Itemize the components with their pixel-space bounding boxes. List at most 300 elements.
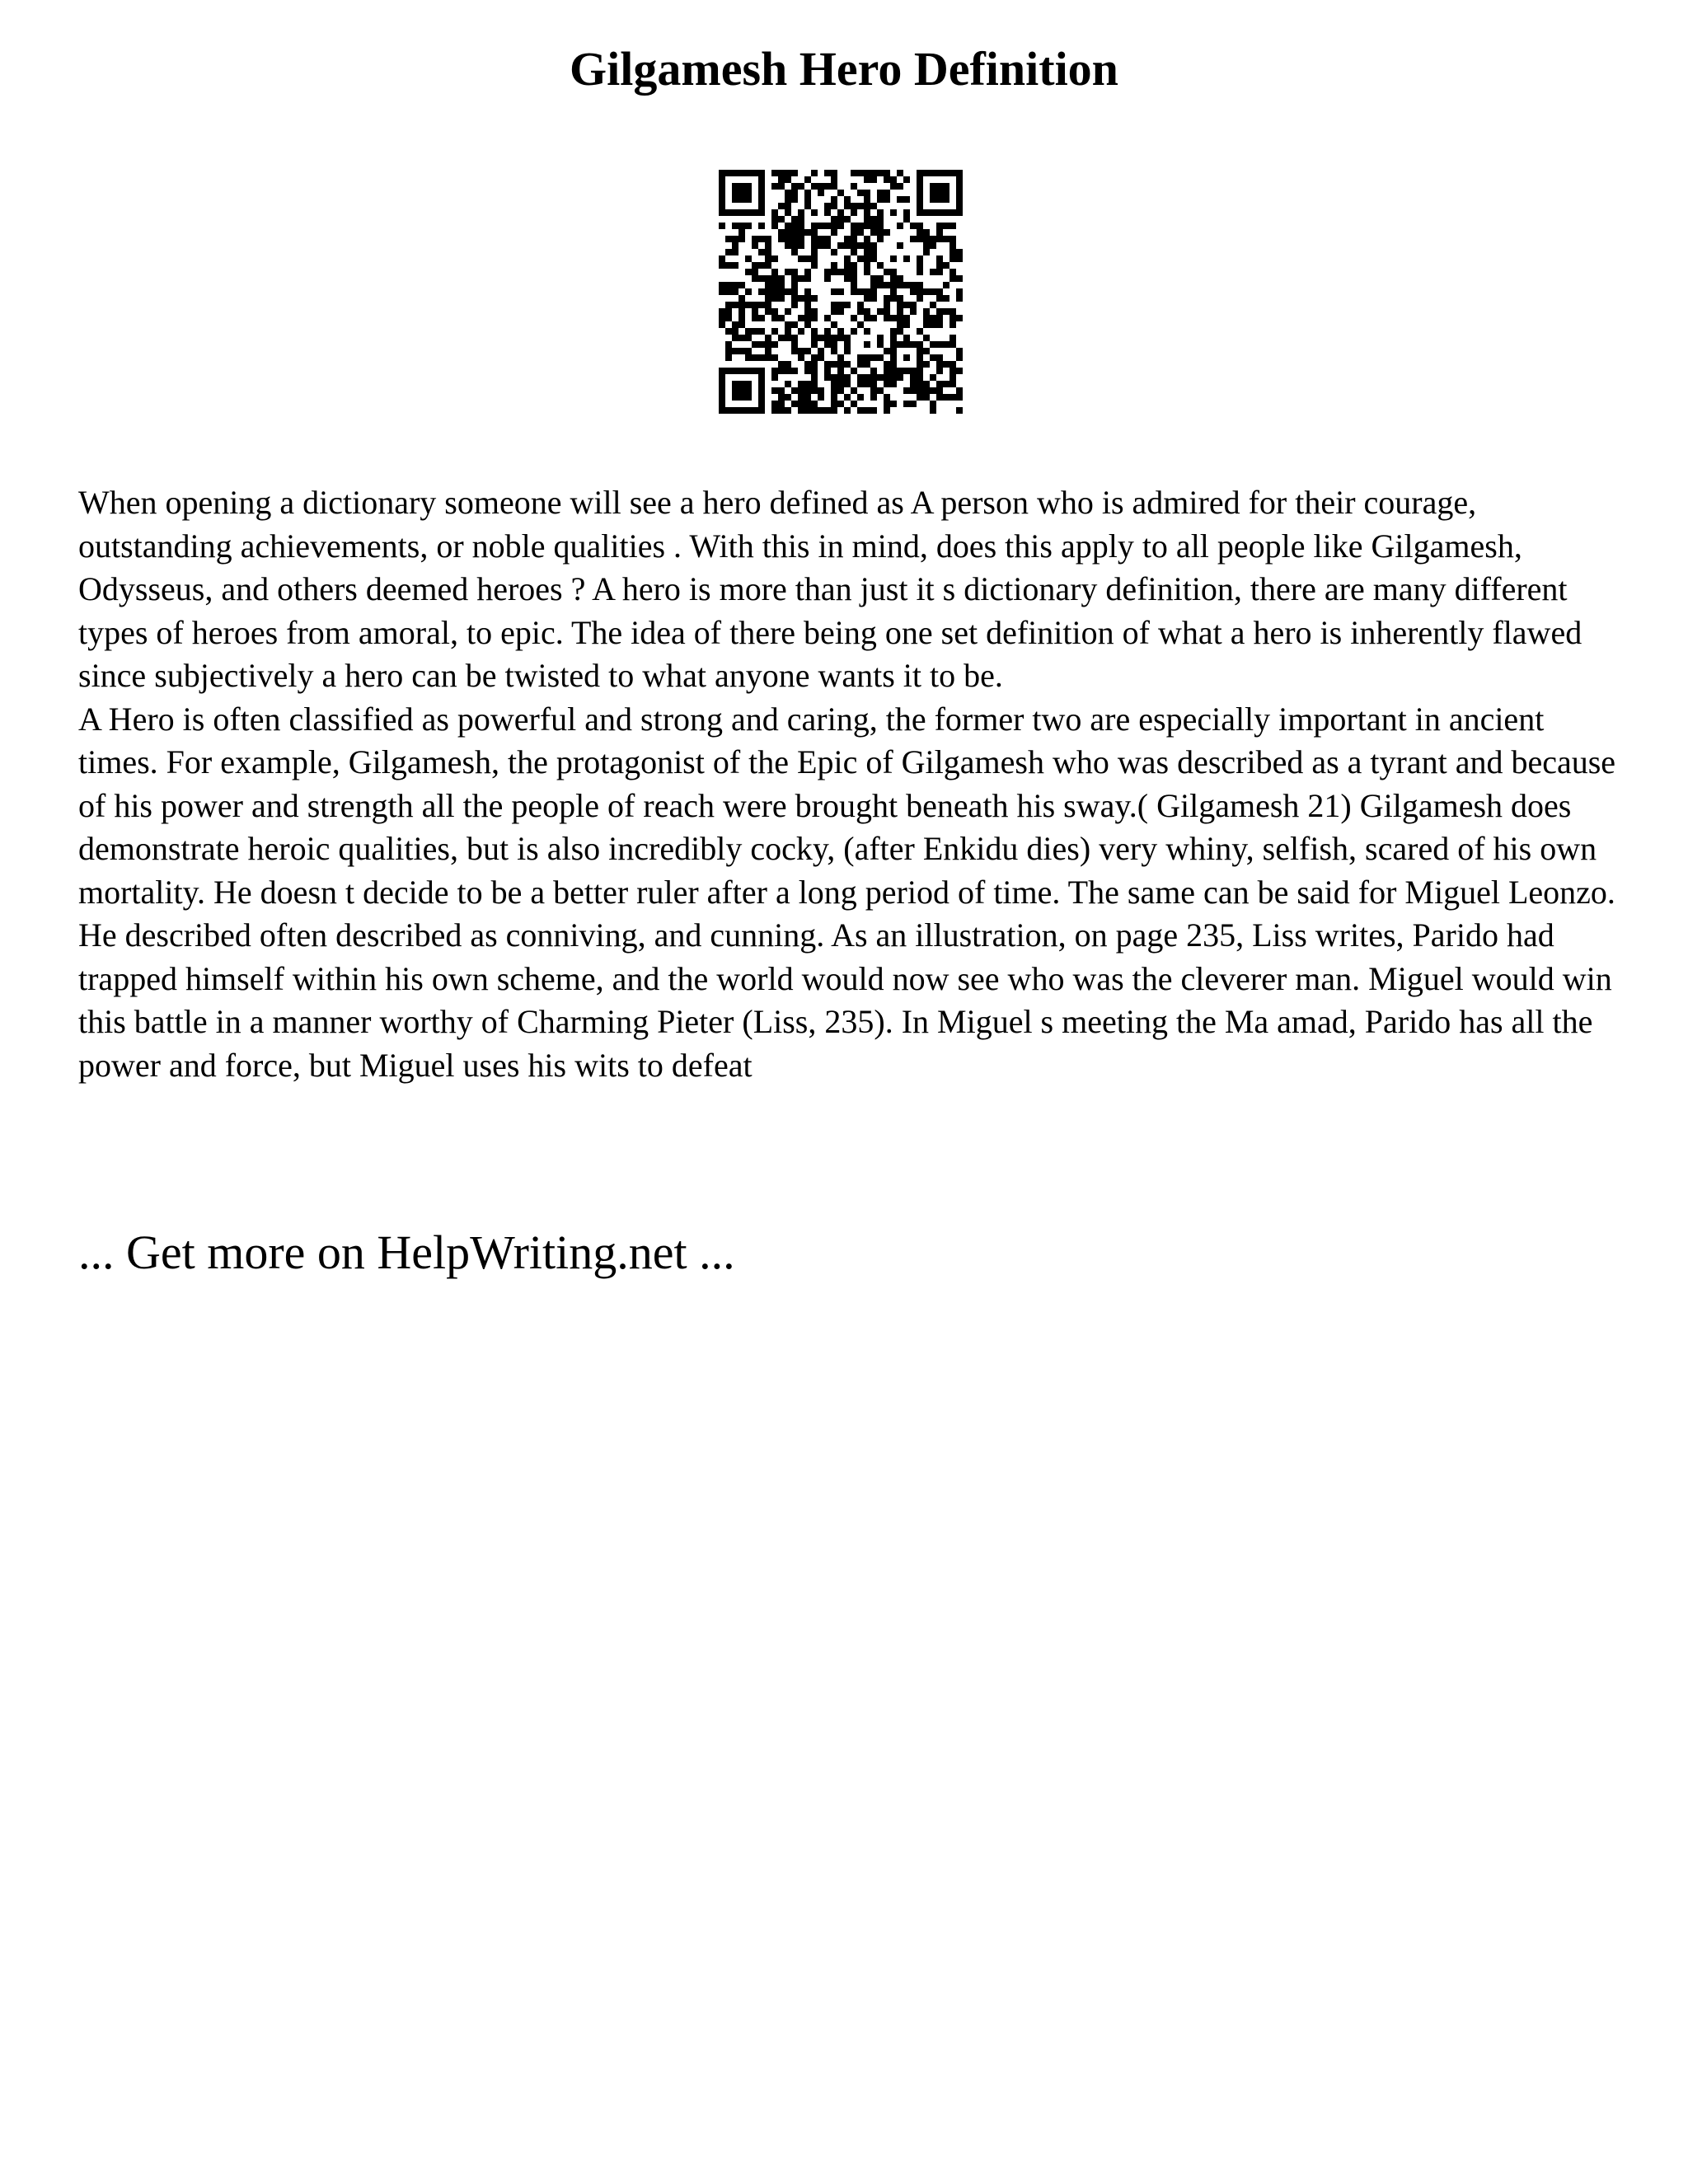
qr-module	[903, 302, 910, 308]
qr-module	[745, 288, 752, 295]
qr-module	[732, 223, 738, 229]
qr-module	[818, 223, 824, 229]
qr-module	[864, 242, 870, 249]
qr-module	[778, 295, 785, 302]
qr-module	[950, 242, 956, 249]
qr-module	[752, 236, 758, 242]
qr-module	[725, 308, 732, 315]
qr-module	[785, 236, 791, 242]
qr-module	[956, 368, 963, 374]
qr-module	[831, 381, 837, 387]
qr-module	[870, 374, 877, 381]
qr-module	[811, 295, 818, 302]
qr-module	[917, 341, 923, 348]
qr-module	[897, 295, 903, 302]
qr-module	[831, 361, 837, 368]
qr-module	[758, 368, 765, 374]
qr-module	[864, 354, 870, 361]
qr-module	[870, 203, 877, 209]
qr-module	[917, 282, 923, 288]
qr-module	[936, 196, 943, 203]
qr-module	[956, 275, 963, 282]
qr-module	[732, 242, 738, 249]
qr-module	[903, 335, 910, 341]
qr-module	[870, 255, 877, 262]
qr-module	[864, 328, 870, 335]
qr-module	[923, 229, 930, 236]
qr-module	[758, 328, 765, 335]
qr-module	[725, 170, 732, 176]
qr-module	[778, 407, 785, 414]
qr-module	[857, 242, 864, 249]
qr-module	[950, 321, 956, 328]
qr-module	[917, 236, 923, 242]
qr-module	[897, 196, 903, 203]
qr-module	[897, 183, 903, 190]
qr-module	[930, 242, 936, 249]
qr-module	[824, 203, 831, 209]
qr-module	[857, 302, 864, 308]
qr-module	[890, 381, 897, 387]
qr-module	[719, 288, 725, 295]
qr-module	[910, 341, 917, 348]
qr-module	[851, 288, 857, 295]
qr-module	[811, 315, 818, 321]
qr-module	[943, 196, 950, 203]
qr-module	[877, 262, 884, 269]
qr-module	[917, 196, 923, 203]
qr-module	[725, 262, 732, 269]
qr-module	[745, 190, 752, 196]
qr-module	[785, 361, 791, 368]
qr-module	[791, 348, 798, 354]
qr-module	[917, 183, 923, 190]
qr-module	[956, 255, 963, 262]
qr-module	[811, 236, 818, 242]
qr-module	[811, 170, 818, 176]
qr-module	[791, 183, 798, 190]
qr-module	[837, 308, 844, 315]
qr-module	[811, 381, 818, 387]
qr-module	[870, 249, 877, 255]
qr-module	[738, 407, 745, 414]
qr-module	[719, 190, 725, 196]
qr-module	[778, 282, 785, 288]
qr-module	[738, 183, 745, 190]
qr-module	[798, 381, 804, 387]
qr-module	[936, 387, 943, 394]
qr-module	[844, 381, 851, 387]
qr-module	[798, 387, 804, 394]
qr-module	[917, 203, 923, 209]
qr-module	[936, 223, 943, 229]
qr-module	[837, 269, 844, 275]
qr-module	[785, 269, 791, 275]
qr-module	[785, 381, 791, 387]
qr-module	[870, 176, 877, 183]
qr-module	[870, 381, 877, 387]
qr-module	[785, 203, 791, 209]
qr-module	[877, 223, 884, 229]
qr-module	[956, 295, 963, 302]
qr-module	[785, 368, 791, 374]
qr-module	[884, 190, 890, 196]
qr-module	[956, 203, 963, 209]
qr-module	[950, 269, 956, 275]
qr-module	[791, 275, 798, 282]
qr-module	[943, 361, 950, 368]
qr-module	[956, 315, 963, 321]
qr-module	[950, 368, 956, 374]
qr-module	[719, 183, 725, 190]
qr-module	[844, 302, 851, 308]
qr-module	[752, 341, 758, 348]
qr-module	[824, 335, 831, 341]
qr-module	[785, 407, 791, 414]
qr-module	[943, 295, 950, 302]
qr-module	[923, 321, 930, 328]
qr-module	[818, 236, 824, 242]
qr-module	[732, 236, 738, 242]
qr-module	[844, 374, 851, 381]
qr-module	[877, 190, 884, 196]
qr-module	[771, 275, 778, 282]
qr-module	[831, 203, 837, 209]
qr-module	[752, 242, 758, 249]
qr-module	[930, 196, 936, 203]
qr-module	[950, 374, 956, 381]
qr-module	[956, 249, 963, 255]
qr-module	[930, 170, 936, 176]
qr-module	[719, 368, 725, 374]
qr-module	[890, 288, 897, 295]
qr-module	[903, 354, 910, 361]
qr-module	[738, 381, 745, 387]
qr-module	[917, 170, 923, 176]
qr-module	[831, 216, 837, 223]
qr-module	[923, 394, 930, 401]
qr-module	[798, 242, 804, 249]
qr-module	[738, 308, 745, 315]
qr-module	[778, 368, 785, 374]
qr-module	[719, 196, 725, 203]
qr-module	[870, 282, 877, 288]
qr-module	[791, 196, 798, 203]
qr-module	[719, 401, 725, 407]
qr-module	[877, 308, 884, 315]
qr-module	[732, 407, 738, 414]
qr-module	[917, 262, 923, 269]
qr-module	[804, 203, 811, 209]
qr-module	[890, 361, 897, 368]
qr-module	[758, 341, 765, 348]
qr-module	[831, 269, 837, 275]
qr-module	[870, 242, 877, 249]
qr-module	[752, 407, 758, 414]
qr-module	[771, 401, 778, 407]
qr-module	[897, 368, 903, 374]
qr-module	[851, 275, 857, 282]
qr-module	[890, 341, 897, 348]
qr-module	[884, 170, 890, 176]
qr-module	[824, 315, 831, 321]
qr-module	[758, 407, 765, 414]
qr-module	[870, 229, 877, 236]
qr-module	[897, 242, 903, 249]
qr-module	[890, 183, 897, 190]
qr-module	[890, 374, 897, 381]
qr-module	[804, 401, 811, 407]
qr-module	[903, 341, 910, 348]
qr-module	[837, 361, 844, 368]
qr-module	[851, 282, 857, 288]
qr-module	[752, 209, 758, 216]
qr-module	[732, 302, 738, 308]
qr-module	[818, 242, 824, 249]
qr-module	[903, 255, 910, 262]
qr-module	[771, 183, 778, 190]
paragraph-2: A Hero is often classified as powerful and strong and caring, the former two are especially important in ancient times. For example, Gilgamesh, the protagonist of the Epic of Gilgamesh who was described as a tyrant and because of his power and strength all the people of reach were brought beneath his sway.( Gilgamesh 21) Gilgamesh does demonstrate heroic qualities, but is also incredibly cocky, (after Enkidu dies) very whiny, selfish, scared of his own mortality. He doesn t decide to be a better ruler after a long period of time. The same can be said for Miguel Leonzo. He described often described as conniving, and cunning. As an illustration, on page 235, Liss writes, Parido had trapped himself within his own scheme, and the world would now see who was the cleverer man. Miguel would win this battle in a manner worthy of Charming Pieter (Liss, 235). In Miguel s meeting the Ma amad, Parido has all the power and force, but Miguel uses his wits to defeat	[78, 700, 1616, 1084]
qr-module	[956, 348, 963, 354]
qr-module	[884, 368, 890, 374]
qr-module	[936, 361, 943, 368]
qr-module	[719, 381, 725, 387]
qr-module	[758, 302, 765, 308]
qr-module	[930, 341, 936, 348]
qr-module	[785, 288, 791, 295]
qr-module	[956, 196, 963, 203]
qr-module	[844, 196, 851, 203]
qr-module	[956, 387, 963, 394]
qr-module	[864, 269, 870, 275]
qr-module	[950, 315, 956, 321]
qr-module	[851, 236, 857, 242]
qr-module	[890, 275, 897, 282]
qr-module	[903, 401, 910, 407]
paragraph-1: When opening a dictionary someone will see a hero defined as A person who is admired for their courage, outstanding achievements, or noble qualities . With this in mind, does this apply to all people like Gilgamesh, Odysseus, and others deemed heroes ? A hero is more than just it s dictionary definition, there are many different types of heroes from amoral, to epic. The idea of there being one set definition of what a hero is inherently flawed since subjectively a hero can be twisted to what anyone wants it to be.	[78, 484, 1582, 694]
qr-module	[732, 387, 738, 394]
qr-module	[804, 190, 811, 196]
qr-module	[732, 288, 738, 295]
qr-module	[771, 216, 778, 223]
qr-module	[943, 170, 950, 176]
qr-module	[745, 183, 752, 190]
qr-module	[831, 348, 837, 354]
qr-module	[732, 209, 738, 216]
qr-module	[870, 223, 877, 229]
qr-module	[811, 361, 818, 368]
qr-module	[864, 381, 870, 387]
qr-module	[890, 255, 897, 262]
qr-code-image	[719, 170, 963, 414]
qr-module	[752, 315, 758, 321]
qr-module	[811, 368, 818, 374]
qr-module	[943, 394, 950, 401]
qr-module	[758, 288, 765, 295]
qr-module	[864, 288, 870, 295]
qr-module	[857, 381, 864, 387]
qr-module	[758, 275, 765, 282]
qr-module	[851, 249, 857, 255]
qr-module	[725, 249, 732, 255]
qr-module	[930, 183, 936, 190]
qr-module	[956, 190, 963, 196]
qr-module	[837, 328, 844, 335]
qr-module	[811, 229, 818, 236]
qr-module	[831, 249, 837, 255]
qr-module	[857, 223, 864, 229]
qr-module	[732, 394, 738, 401]
qr-module	[930, 321, 936, 328]
qr-module	[824, 275, 831, 282]
qr-module	[923, 335, 930, 341]
qr-module	[824, 269, 831, 275]
qr-module	[725, 236, 732, 242]
qr-module	[732, 348, 738, 354]
qr-module	[837, 335, 844, 341]
qr-module	[791, 295, 798, 302]
qr-module	[837, 374, 844, 381]
qr-module	[778, 315, 785, 321]
qr-module	[771, 341, 778, 348]
qr-module	[890, 282, 897, 288]
qr-module	[930, 315, 936, 321]
qr-module	[738, 368, 745, 374]
qr-module	[798, 328, 804, 335]
qr-module	[884, 407, 890, 414]
qr-module	[930, 236, 936, 242]
qr-module	[778, 183, 785, 190]
qr-module	[725, 282, 732, 288]
qr-module	[877, 282, 884, 288]
qr-module	[857, 407, 864, 414]
qr-module	[745, 196, 752, 203]
qr-module	[811, 249, 818, 255]
qr-module	[791, 341, 798, 348]
qr-module	[936, 288, 943, 295]
qr-module	[864, 209, 870, 216]
qr-module	[950, 308, 956, 315]
qr-module	[804, 387, 811, 394]
qr-module	[864, 315, 870, 321]
qr-module	[745, 407, 752, 414]
qr-module	[738, 282, 745, 288]
qr-module	[725, 341, 732, 348]
qr-module	[897, 341, 903, 348]
qr-module	[890, 176, 897, 183]
qr-module	[804, 348, 811, 354]
qr-module	[917, 394, 923, 401]
qr-module	[719, 374, 725, 381]
qr-module	[758, 223, 765, 229]
qr-module	[745, 354, 752, 361]
qr-module	[910, 387, 917, 394]
qr-module	[884, 176, 890, 183]
qr-module	[785, 223, 791, 229]
qr-module	[798, 348, 804, 354]
qr-module	[890, 269, 897, 275]
qr-module	[785, 190, 791, 196]
qr-module	[778, 203, 785, 209]
qr-module	[877, 216, 884, 223]
qr-module	[877, 374, 884, 381]
qr-module	[765, 341, 771, 348]
qr-module	[798, 354, 804, 361]
qr-module	[818, 387, 824, 394]
qr-module	[758, 203, 765, 209]
qr-module	[837, 368, 844, 374]
qr-module	[844, 262, 851, 269]
qr-module	[811, 335, 818, 341]
qr-module	[745, 335, 752, 341]
qr-module	[844, 407, 851, 414]
qr-module	[738, 170, 745, 176]
qr-module	[877, 335, 884, 341]
qr-module	[804, 381, 811, 387]
qr-module	[890, 295, 897, 302]
qr-module	[877, 341, 884, 348]
qr-module	[771, 282, 778, 288]
qr-module	[950, 394, 956, 401]
qr-module	[950, 209, 956, 216]
qr-module	[910, 308, 917, 315]
qr-module	[917, 381, 923, 387]
qr-module	[818, 190, 824, 196]
qr-module	[791, 229, 798, 236]
qr-module	[824, 183, 831, 190]
qr-module	[857, 190, 864, 196]
qr-module	[950, 381, 956, 387]
qr-module	[956, 407, 963, 414]
qr-module	[943, 223, 950, 229]
qr-module	[824, 236, 831, 242]
qr-module	[752, 354, 758, 361]
qr-module	[864, 170, 870, 176]
qr-module	[791, 321, 798, 328]
qr-module	[877, 275, 884, 282]
qr-module	[837, 216, 844, 223]
qr-module	[864, 203, 870, 209]
qr-module	[719, 176, 725, 183]
qr-module	[851, 209, 857, 216]
qr-module	[930, 269, 936, 275]
qr-module	[771, 315, 778, 321]
qr-module	[917, 374, 923, 381]
qr-module	[824, 209, 831, 216]
qr-module	[936, 262, 943, 269]
qr-module	[936, 295, 943, 302]
qr-module	[864, 295, 870, 302]
get-more-link[interactable]: ... Get more on HelpWriting.net ...	[78, 1226, 735, 1279]
qr-module	[831, 262, 837, 269]
qr-module	[910, 236, 917, 242]
qr-module	[818, 407, 824, 414]
qr-module	[831, 302, 837, 308]
qr-module	[811, 183, 818, 190]
qr-module	[917, 190, 923, 196]
qr-module	[798, 255, 804, 262]
qr-module	[752, 368, 758, 374]
qr-module	[758, 209, 765, 216]
qr-module	[864, 216, 870, 223]
qr-module	[824, 170, 831, 176]
qr-module	[811, 255, 818, 262]
qr-module	[758, 381, 765, 387]
qr-module	[745, 328, 752, 335]
qr-module	[771, 288, 778, 295]
qr-module	[738, 295, 745, 302]
qr-module	[765, 308, 771, 315]
